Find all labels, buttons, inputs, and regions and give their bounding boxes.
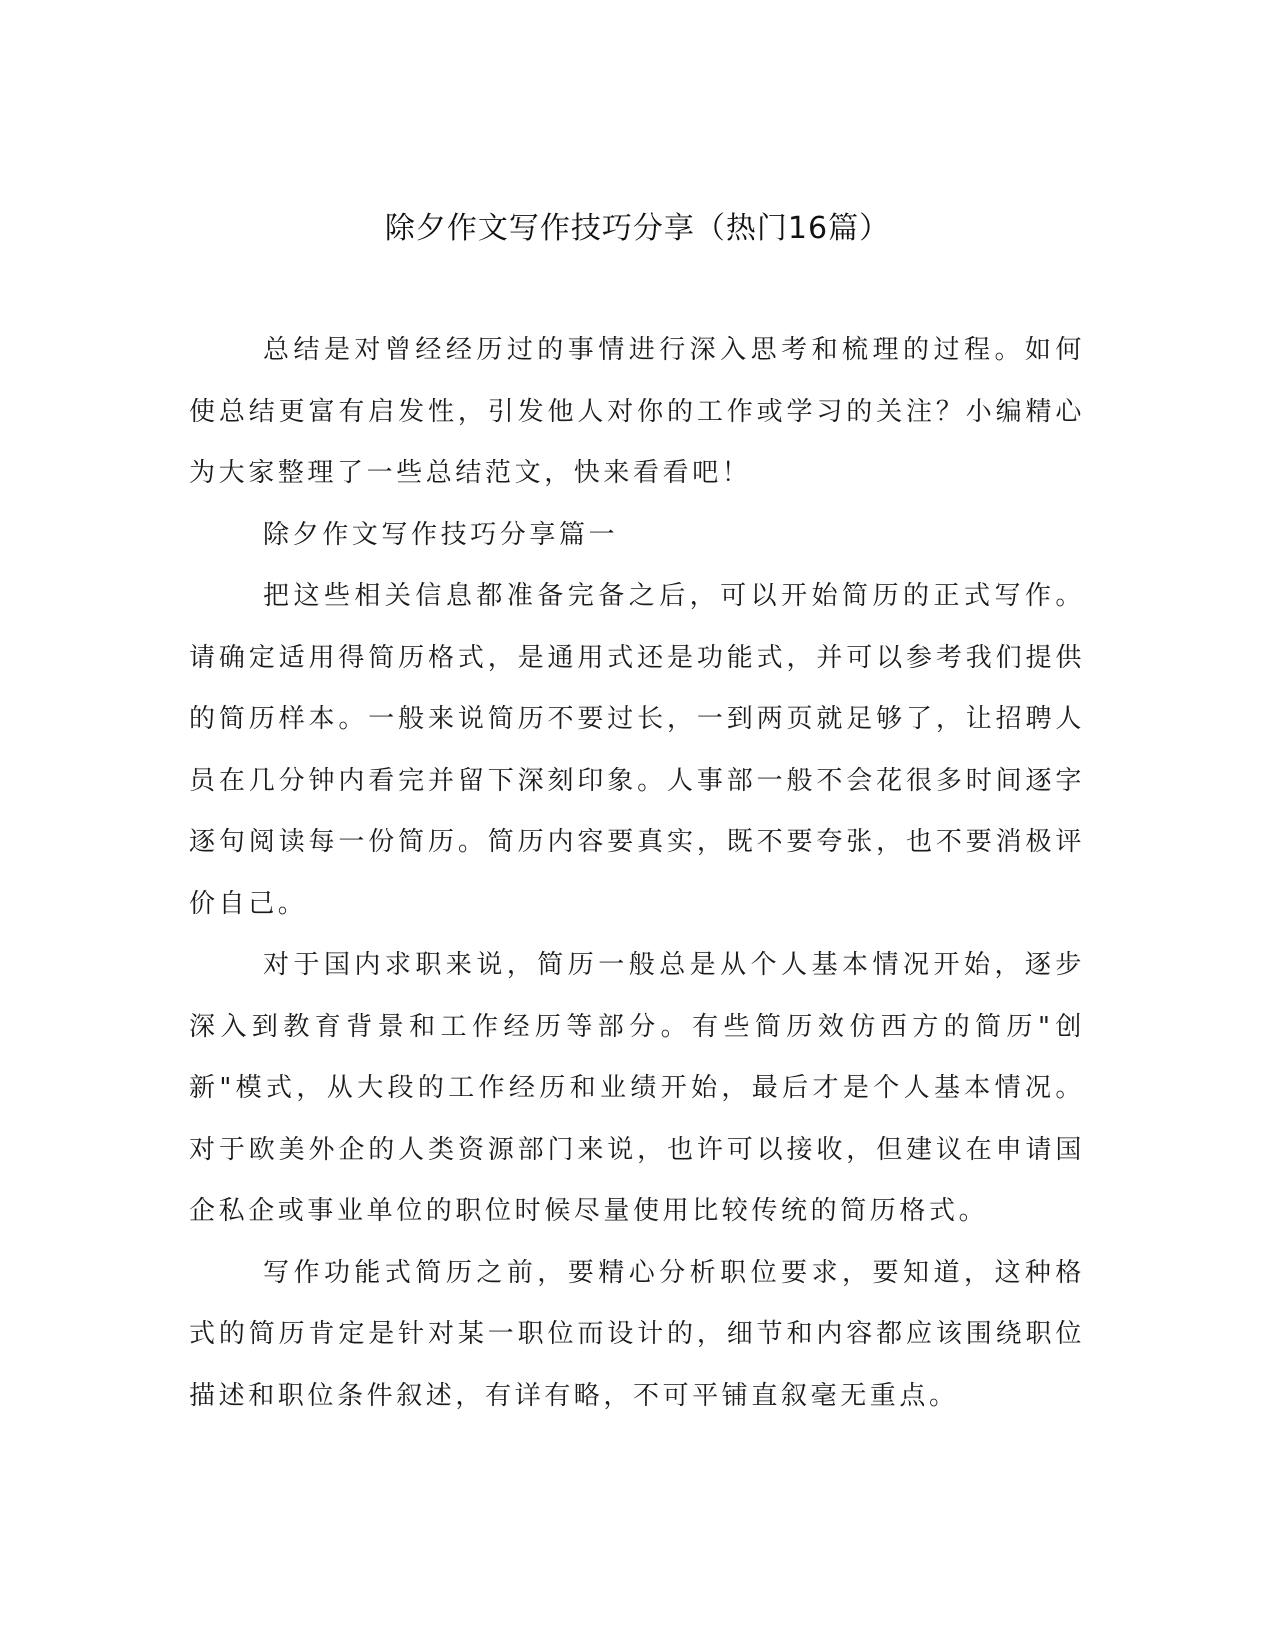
body-paragraph: 把这些相关信息都准备完备之后，可以开始简历的正式写作。请确定适用得简历格式，是通用式还是功能式，并可以参考我们提供的简历样本。一般来说简历不要过长，一到两页就足够了，让招聘人员在几分钟内看完并留下深刻印象。人事部一般不会花很多时间逐字逐句阅读每一份简历。简历内容要真实，既不要夸张，也不要消极评价自己。 bbox=[189, 581, 1085, 919]
intro-paragraph: 总结是对曾经经历过的事情进行深入思考和梳理的过程。如何使总结更富有启发性，引发他人对你的工作或学习的关注？小编精心为大家整理了一些总结范文，快来看看吧！ bbox=[189, 335, 1085, 488]
document-title: 除夕作文写作技巧分享（热门16篇） bbox=[384, 211, 891, 246]
document-body bbox=[189, 320, 1085, 1427]
section-heading: 除夕作文写作技巧分享篇一 bbox=[263, 519, 619, 550]
body-paragraph: 对于国内求职来说，简历一般总是从个人基本情况开始，逐步深入到教育背景和工作经历等部分。有些简历效仿西方的简历"创新"模式，从大段的工作经历和业绩开始，最后才是个人基本情况。对于欧美外企的人类资源部门来说，也许可以接收，但建议在申请国企私企或事业单位的职位时候尽量使用比较传统的简历格式。 bbox=[189, 950, 1085, 1226]
body-paragraph: 写作功能式简历之前，要精心分析职位要求，要知道，这种格式的简历肯定是针对某一职位而设计的，细节和内容都应该围绕职位描述和职位条件叙述，有详有略，不可平铺直叙毫无重点。 bbox=[189, 1257, 1085, 1411]
